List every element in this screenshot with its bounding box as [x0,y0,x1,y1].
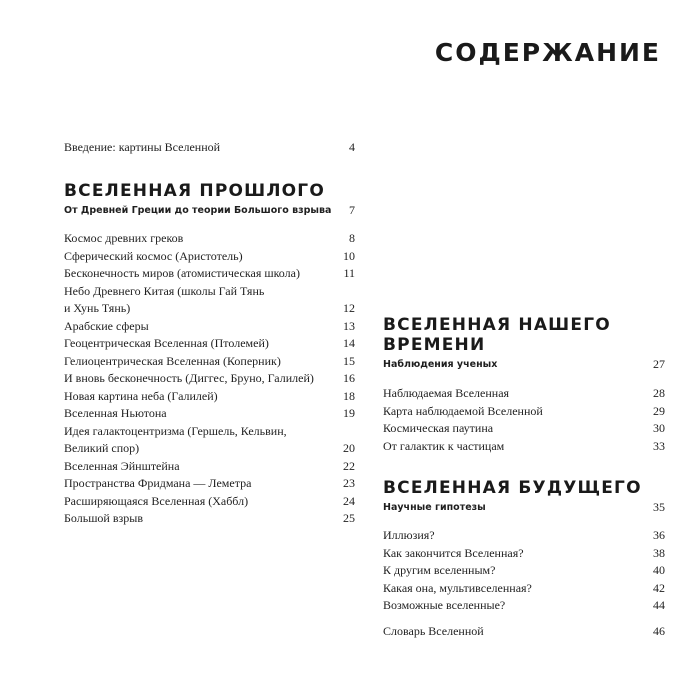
subtitle-page: 7 [349,203,355,217]
toc-entry[interactable] [64,388,355,406]
toc-entry[interactable] [64,265,355,283]
entry-page: 18 [343,388,355,403]
entry-page: 19 [343,406,355,420]
entry-label: Вселенная Ньютона [64,406,167,420]
entry-label: Наблюдаемая Вселенная [383,386,510,400]
section-heading-future: ВСЕЛЕННАЯ БУДУЩЕГО [383,478,642,498]
entry-label-continued: Великий спор) [64,441,140,455]
section-subtitle-present[interactable] [383,356,665,373]
entry-label: Пространства Фридмана — Леметра [64,476,252,490]
entry-page: 25 [343,511,355,525]
page-title: СОДЕРЖАНИЕ [434,38,661,67]
entry-label: Арабские сферы [64,318,149,333]
entry-page: 4 [349,140,355,154]
entry-page: 30 [653,421,665,435]
toc-entry[interactable] [64,230,355,248]
section-heading-present [383,315,611,355]
entry-page: 44 [653,598,665,612]
past-entry-list [64,230,355,528]
entry-label: Идея галактоцентризма (Гершель, Кельвин, [64,423,287,438]
section-heading-past: ВСЕЛЕННАЯ ПРОШЛОГО [64,181,325,201]
toc-entry[interactable] [383,545,665,563]
toc-entry[interactable] [64,423,355,458]
entry-page: 23 [343,476,355,490]
entry-label: Какая она, мультивселенная? [383,580,532,595]
entry-label: Геоцентрическая Вселенная (Птолемей) [64,336,269,350]
entry-label: Иллюзия? [383,528,435,542]
toc-entry[interactable] [383,580,665,598]
entry-page: 46 [653,624,665,638]
heading-line: ВСЕЛЕННАЯ НАШЕГО [383,315,611,335]
entry-label: Введение: картины Вселенной [64,140,221,154]
entry-page: 38 [653,545,665,560]
toc-entry-glossary[interactable] [383,623,665,641]
entry-page: 40 [653,563,665,577]
entry-page: 13 [343,318,355,333]
entry-page: 33 [653,438,665,453]
toc-entry[interactable] [64,475,355,493]
entry-label: Большой взрыв [64,511,143,525]
toc-entry-intro[interactable] [64,139,355,157]
entry-page: 14 [343,336,355,350]
entry-label: Небо Древнего Китая (школы Гай Тянь [64,283,265,298]
entry-label: К другим вселенным? [383,563,496,577]
entry-page: 36 [653,528,665,542]
toc-entry[interactable] [383,438,665,456]
toc-entry[interactable] [64,335,355,353]
toc-entry[interactable] [383,597,665,615]
toc-entry[interactable] [383,420,665,438]
entry-page: 20 [343,441,355,455]
heading-line: ВРЕМЕНИ [383,335,486,355]
entry-label: Бесконечность миров (атомистическая школа) [64,266,300,280]
entry-page: 11 [343,266,355,280]
entry-label-continued: и Хунь Тянь) [64,301,131,315]
toc-entry[interactable] [64,405,355,423]
toc-entry[interactable] [64,493,355,511]
entry-page: 16 [343,371,355,385]
toc-entry[interactable] [64,370,355,388]
toc-entry[interactable] [64,353,355,371]
toc-entry[interactable] [383,562,665,580]
toc-entry[interactable] [64,318,355,336]
entry-page: 42 [653,580,665,595]
future-entry-list [383,527,665,615]
entry-page: 22 [343,458,355,473]
entry-label: Словарь Вселенной [383,624,484,638]
entry-page: 28 [653,386,665,400]
toc-entry[interactable] [64,283,355,318]
entry-page: 15 [343,353,355,368]
toc-entry[interactable] [64,458,355,476]
toc-entry[interactable] [64,510,355,528]
entry-label: Гелиоцентрическая Вселенная (Коперник) [64,353,281,368]
entry-label: Вселенная Эйнштейна [64,458,180,473]
subtitle-page: 27 [653,357,665,371]
entry-label: Как закончится Вселенная? [383,545,524,560]
subtitle-page: 35 [653,500,665,514]
entry-label: Карта наблюдаемой Вселенной [383,403,543,418]
entry-label: Расширяющаяся Вселенная (Хаббл) [64,493,249,508]
section-subtitle-future[interactable] [383,499,665,516]
entry-label: И вновь бесконечность (Диггес, Бруно, Галилей) [64,371,314,385]
entry-label: От галактик к частицам [383,438,505,453]
subtitle-label: Научные гипотезы [383,502,486,513]
entry-label: Сферический космос (Аристотель) [64,248,243,263]
entry-label: Космическая паутина [383,421,494,435]
toc-entry[interactable] [383,527,665,545]
subtitle-label: От Древней Греции до теории Большого взрыва [64,205,332,216]
entry-label: Новая картина неба (Галилей) [64,388,218,403]
entry-page: 10 [343,248,355,263]
entry-label: Космос древних греков [64,231,184,245]
toc-entry[interactable] [383,385,665,403]
present-entry-list [383,385,665,455]
section-subtitle-past[interactable] [64,202,355,219]
entry-page: 12 [343,301,355,315]
entry-page: 8 [349,231,355,245]
subtitle-label: Наблюдения ученых [383,359,498,370]
toc-entry[interactable] [64,248,355,266]
entry-page: 24 [343,493,355,508]
entry-page: 29 [653,403,665,418]
entry-label: Возможные вселенные? [383,598,506,612]
toc-entry[interactable] [383,403,665,421]
